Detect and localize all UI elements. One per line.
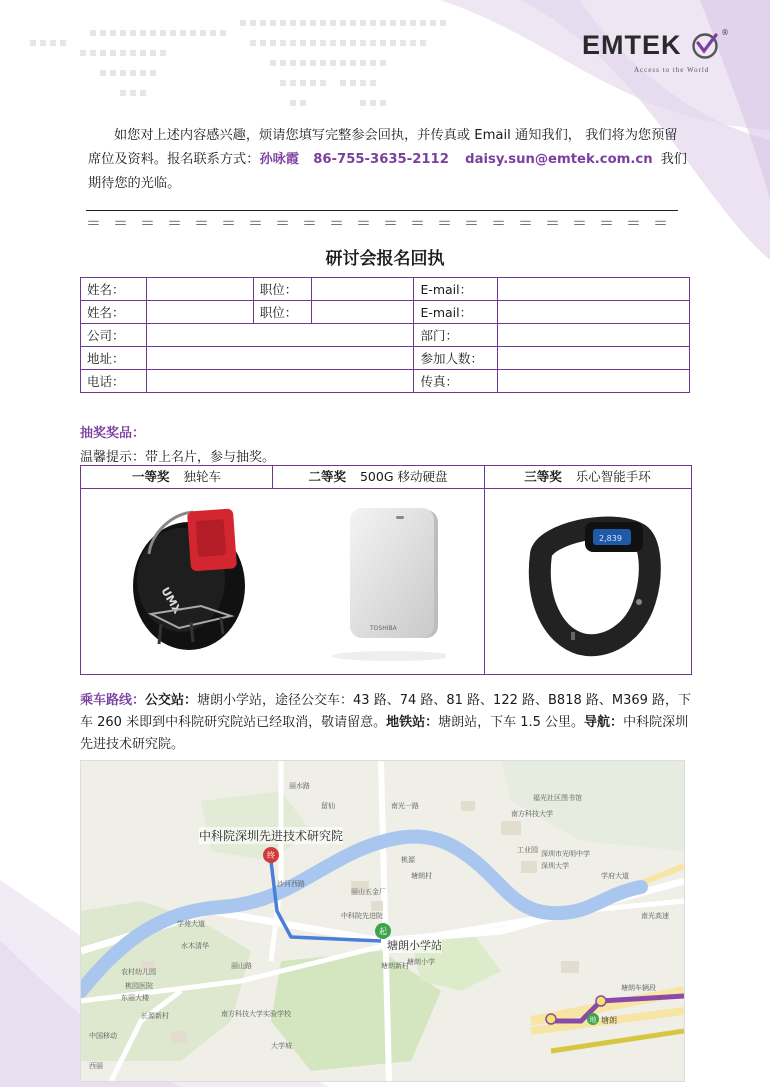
map-label: 深圳大学 [541,862,569,870]
position-field-2[interactable] [311,301,414,324]
form-row [81,278,690,301]
logo-tagline: Access to the World [634,66,710,74]
route-section [80,690,692,756]
separator-line [86,210,678,211]
intro-text: 如您对上述内容感兴趣，烦请您填写完整参会回执，并传真或 Email 通知我们， 我们将为您预留席位及资料。报名联系方式： [88,128,678,167]
email-field[interactable] [498,278,690,301]
address-field[interactable] [146,347,414,370]
phone-label: 电话： [81,370,147,393]
department-label: 部门： [414,324,498,347]
map-label: 桃源 [401,856,415,864]
map-destination-label: 中科院深圳先进技术研究院 [199,829,344,843]
attendees-label: 参加人数： [414,347,498,370]
fax-field[interactable] [498,370,690,393]
intro-paragraph [88,124,688,196]
emtek-logo [582,30,732,76]
lottery-title: 抽奖奖品： [80,426,146,441]
map-label: 塘朗车辆段 [621,984,656,992]
form-row [81,347,690,370]
svg-text:终: 终 [267,851,275,860]
prize-header-2: 二等奖 500G 移动硬盘 [272,466,484,489]
lottery-hint: 温馨提示：带上名片，参与抽奖。 [80,450,276,465]
bus-label: 公交站： [145,693,198,708]
map-label: 水木清华 [181,942,209,950]
company-field[interactable] [146,324,414,347]
registration-form [80,277,690,393]
map-label: 西丽 [89,1062,103,1070]
company-label: 公司： [81,324,147,347]
map-label: 塘朗小学 [407,958,435,966]
name-label: 姓名： [81,278,147,301]
map-label: 塘朗新村 [381,962,409,970]
map-label: 南光一路 [391,802,419,810]
fax-label: 传真： [414,370,498,393]
contact-name: 孙咏霞 [259,152,299,167]
metro-label: 地铁站： [386,715,439,730]
map-label: 学府大道 [601,872,629,880]
route-map[interactable] [80,760,685,1082]
department-field[interactable] [498,324,690,347]
map-label: 工业园 [517,846,538,854]
logo-wordmark: EMTEK [582,30,682,60]
metro-text: 塘朗站，下车 1.5 公里。 [438,715,585,730]
prize-divider [484,466,485,674]
prize-header-3: 三等奖 乐心智能手环 [484,466,691,489]
map-label: 塘朗村 [411,872,432,880]
map-metro-label: 塘朗 [601,1016,617,1025]
nav-label: 导航： [584,715,624,730]
bus-text: 塘朗小学站，途径公交车：43 路、74 路、81 路、122 路、B818 路、M369 路，下车 260 米即到中科院研究院站已经取消，敬请留意。 [80,693,692,730]
smart-band-image [521,504,661,664]
map-label: 沙河西路 [277,880,305,888]
logo-check-icon [691,32,719,60]
svg-text:地: 地 [589,1016,597,1024]
form-row [81,301,690,324]
map-label: 桃园医院 [125,982,153,990]
name-field-2[interactable] [146,301,253,324]
prize-divider [272,466,273,488]
svg-text:TOSHIBA: TOSHIBA [370,625,397,632]
unicycle-image [131,494,261,664]
map-start-label: 塘朗小学站 [387,939,442,952]
logo-registered-mark: ® [721,28,729,37]
map-label: 深圳市光明中学 [541,850,590,858]
map-label: 农村幼儿园 [121,968,156,976]
form-title: 研讨会报名回执 [325,249,445,269]
contact-phone: 86-755-3635-2112 [313,152,449,167]
map-label: 丽水路 [289,782,310,790]
route-title: 乘车路线： [80,693,146,708]
map-label: 丽山五金厂 [351,888,386,896]
map-label: 中国移动 [89,1032,117,1040]
position-label: 职位： [253,278,311,301]
map-label: 大学城 [271,1042,292,1050]
svg-text:起: 起 [379,927,387,936]
map-label: 南方科技大学实验学校 [221,1010,291,1018]
email-label: E-mail： [414,278,498,301]
hard-drive-image [316,504,446,664]
prize-panel [80,465,692,675]
map-label: 丽山路 [231,962,252,970]
map-label: 南方科技大学 [511,810,553,818]
email-field-2[interactable] [498,301,690,324]
map-label: 留仙 [321,802,335,810]
position-label-2: 职位： [253,301,311,324]
phone-field[interactable] [146,370,414,393]
map-label: 福光社区图书馆 [533,794,582,802]
map-label: 中科院先进院 [341,912,383,920]
cut-line: ＝＝＝＝＝＝＝＝＝＝＝＝＝＝＝＝＝＝＝＝＝＝ [86,214,681,228]
contact-email[interactable]: daisy.sun@emtek.com.cn [465,152,653,167]
svg-text:2,839: 2,839 [599,534,622,543]
position-field[interactable] [311,278,414,301]
name-field[interactable] [146,278,253,301]
svg-text:UMX: UMX [158,585,184,617]
email-label-2: E-mail： [414,301,498,324]
map-canvas [81,761,684,1081]
map-label: 学苑大道 [177,920,205,928]
form-row [81,370,690,393]
intro-closing: 我们期待您的光临。 [88,152,687,191]
name-label-2: 姓名： [81,301,147,324]
form-row [81,324,690,347]
attendees-field[interactable] [498,347,690,370]
map-label: 长源新村 [141,1012,169,1020]
nav-text: 中科院深圳先进技术研究院。 [80,715,689,752]
map-label: 东丽大楼 [121,994,149,1002]
map-label: 南光高速 [641,912,669,920]
prize-header-1: 一等奖 独轮车 [81,466,272,489]
address-label: 地址： [81,347,147,370]
